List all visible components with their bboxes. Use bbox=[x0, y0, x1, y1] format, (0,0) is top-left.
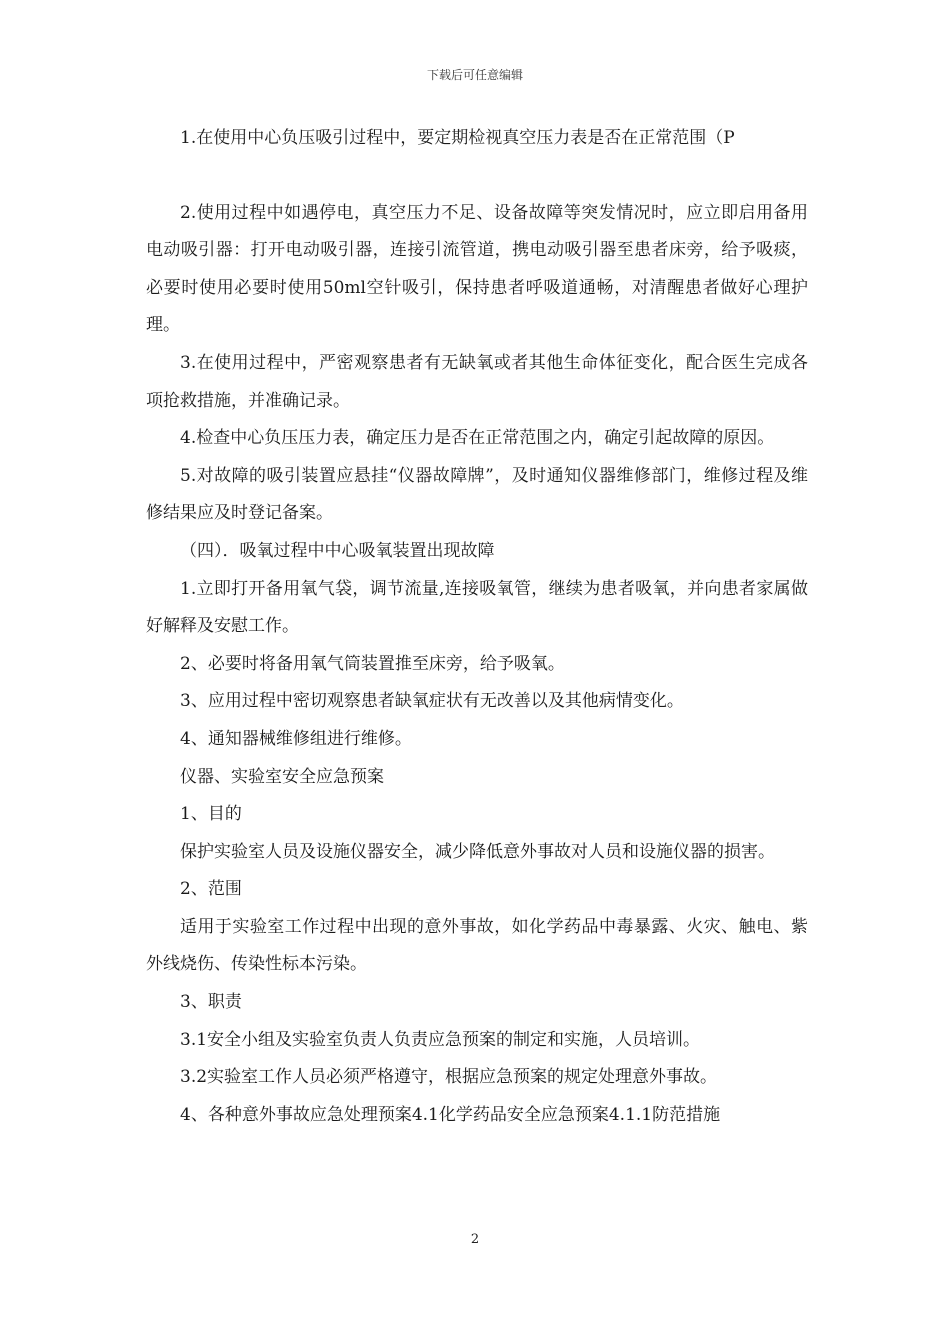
paragraph-oxygen-cylinder: 2、必要时将备用氧气筒装置推至床旁，给予吸氧。 bbox=[180, 653, 565, 674]
paragraph-observe-patient: 3.在使用过程中，严密观察患者有无缺氧或者其他生命体征变化，配合医生完成各项抢救措施，并准确记录。 bbox=[146, 352, 808, 411]
blank-line bbox=[146, 158, 808, 195]
paragraph-check-gauge: 4.检查中心负压压力表，确定压力是否在正常范围之内，确定引起故障的原因。 bbox=[180, 428, 775, 449]
page-header: 下载后可任意编辑 bbox=[426, 68, 523, 82]
subheading-purpose: 1、目的 bbox=[180, 804, 242, 825]
paragraph-duty-3-1: 3.1安全小组及实验室负责人负责应急预案的制定和实施，人员培训。 bbox=[180, 1029, 701, 1050]
paragraph-observe-symptoms: 3、应用过程中密切观察患者缺氧症状有无改善以及其他病情变化。 bbox=[180, 691, 684, 712]
paragraph-fault-sign: 5.对故障的吸引装置应悬挂“仪器故障牌”，及时通知仪器维修部门，维修过程及维修结果应及时登记备案。 bbox=[146, 465, 808, 524]
paragraph-oxygen-bag: 1.立即打开备用氧气袋，调节流量,连接吸氧管，继续为患者吸氧，并向患者家属做好解释及安慰工作。 bbox=[146, 578, 808, 637]
subheading-duties: 3、职责 bbox=[180, 992, 242, 1013]
paragraph-duty-3-2: 3.2实验室工作人员必须严格遵守，根据应急预案的规定处理意外事故。 bbox=[180, 1067, 718, 1088]
paragraph-vacuum-check: 1.在使用中心负压吸引过程中，要定期检视真空压力表是否在正常范围（P bbox=[180, 128, 735, 148]
document-body bbox=[146, 120, 808, 1134]
paragraph-scope: 适用于实验室工作过程中出现的意外事故，如化学药品中毒暴露、火灾、触电、紫外线烧伤、传染性标本污染。 bbox=[146, 916, 808, 975]
page-number: 2 bbox=[470, 1232, 480, 1247]
paragraph-purpose: 保护实验室人员及设施仪器安全，减少降低意外事故对人员和设施仪器的损害。 bbox=[180, 841, 775, 862]
section-heading-lab-safety: 仪器、实验室安全应急预案 bbox=[180, 766, 384, 787]
paragraph-power-failure: 2.使用过程中如遇停电，真空压力不足、设备故障等突发情况时，应立即启用备用电动吸引器：打开电动吸引器，连接引流管道，携电动吸引器至患者床旁，给予吸痰，必要时使用必要时使用50ml空针吸引，保持患者呼吸道通畅，对清醒患者做好心理护理。 bbox=[146, 202, 808, 336]
paragraph-notify-repair: 4、通知器械维修组进行维修。 bbox=[180, 728, 412, 749]
paragraph-emergency-plans: 4、各种意外事故应急处理预案4.1化学药品安全应急预案4.1.1防范措施 bbox=[180, 1104, 721, 1125]
subheading-scope: 2、范围 bbox=[180, 879, 242, 900]
section-heading-oxygen: （四）．吸氧过程中中心吸氧装置出现故障 bbox=[180, 540, 495, 561]
